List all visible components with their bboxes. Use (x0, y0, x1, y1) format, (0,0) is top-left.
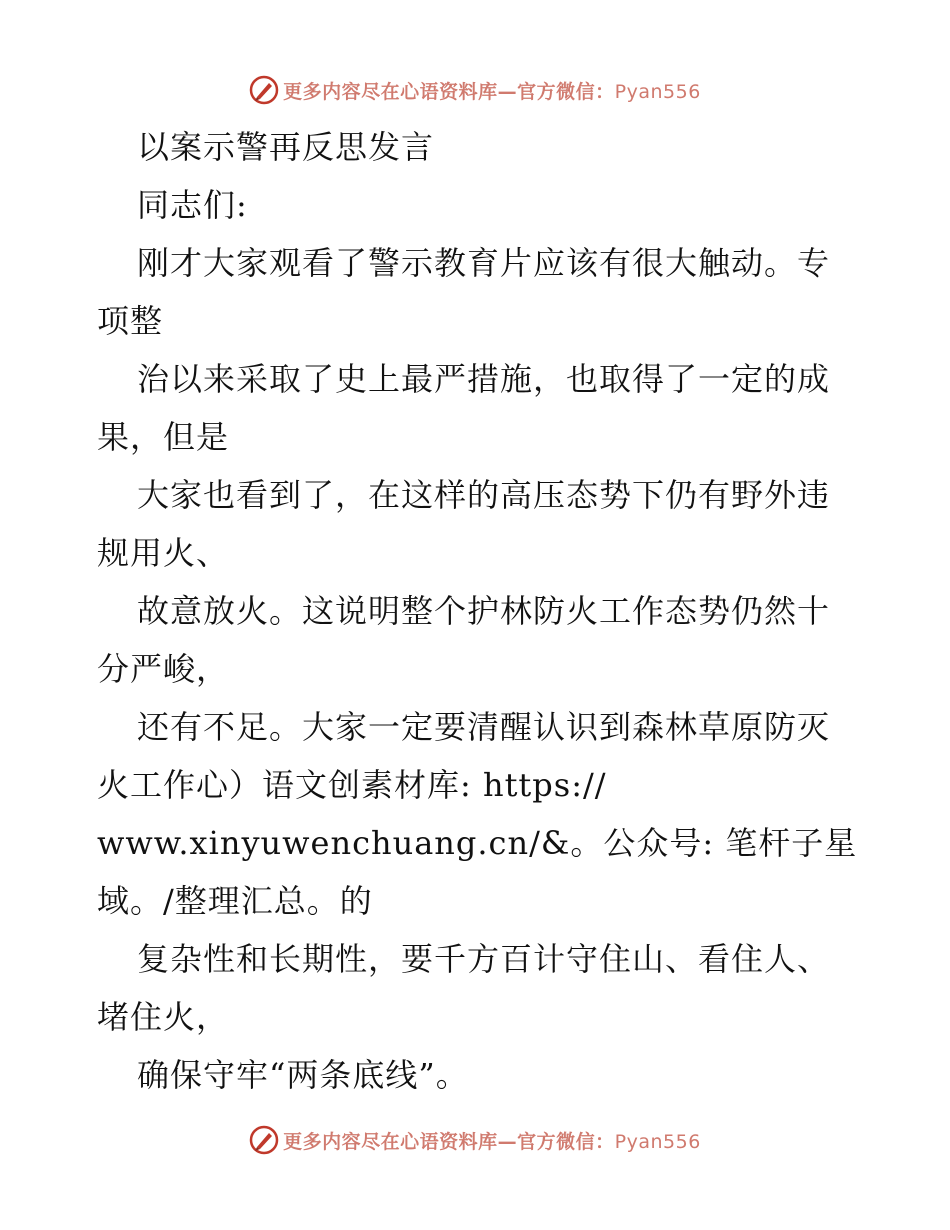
document-body (97, 118, 857, 1104)
paragraph-line: 项整 (97, 302, 164, 340)
paragraph-line: 域。/整理汇总。的 (97, 882, 373, 920)
paragraph-line: 确保守牢“两条底线”。 (137, 1056, 469, 1094)
salutation: 同志们: (137, 186, 248, 224)
pen-logo-icon (249, 75, 279, 105)
paragraph-line: 果，但是 (97, 418, 230, 456)
document-title: 以案示警再反思发言 (137, 128, 435, 166)
paragraph-line: 还有不足。大家一定要清醒认识到森林草原防灭 (137, 708, 831, 746)
paragraph-line: 堵住火， (97, 998, 230, 1036)
footer-watermark-banner (0, 1120, 950, 1160)
paragraph-line: 火工作心）语文创素材库: https:// (97, 766, 607, 804)
paragraph-line: 复杂性和长期性，要千方百计守住山、看住人、 (137, 940, 831, 978)
banner-text: 更多内容尽在心语资料库—官方微信：Pyan556 (283, 1130, 701, 1153)
paragraph-line: 治以来采取了史上最严措施，也取得了一定的成 (137, 360, 831, 398)
banner-text: 更多内容尽在心语资料库—官方微信：Pyan556 (283, 80, 701, 103)
paragraph-line: 规用火、 (97, 534, 230, 572)
header-watermark-banner (0, 70, 950, 110)
pen-logo-icon (249, 1125, 279, 1155)
paragraph-line: 大家也看到了，在这样的高压态势下仍有野外违 (137, 476, 831, 514)
paragraph-line: www.xinyuwenchuang.cn/&。公众号: 笔杆子星 (97, 824, 858, 862)
paragraph-line: 故意放火。这说明整个护林防火工作态势仍然十 (137, 592, 831, 630)
paragraph-line: 分严峻， (97, 650, 230, 688)
paragraph-line: 刚才大家观看了警示教育片应该有很大触动。专 (137, 244, 831, 282)
